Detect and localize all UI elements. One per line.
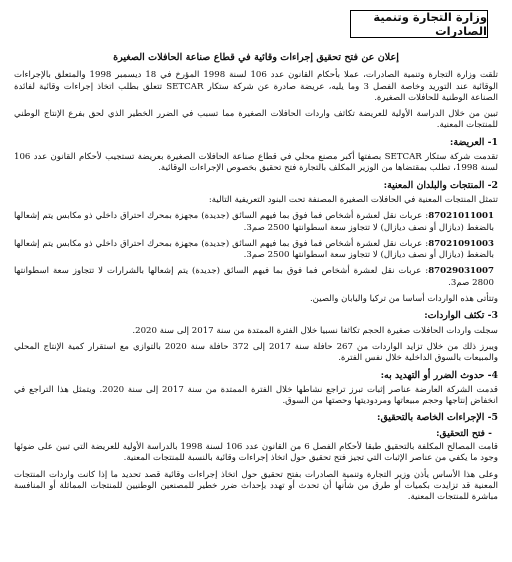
tariff-description: عربات نقل لعشرة أشخاص فما فوق بما فيهم السائق (جديدة) يتم إشعالها بالشرارات لا تتجاوز سعة اسطوانتها 2800 صم3. xyxy=(14,266,494,288)
section-4-heading: 4- حدوث الضرر أو التهديد به: xyxy=(380,369,498,381)
ministry-header-box xyxy=(350,10,488,38)
section-5-paragraph-1: قامت المصالح المكلفة بالتحقيق طبقا لأحكام الفصل 6 من القانون عدد 106 لسنة 1998 بالدراسة الأولية للعريضة التي تبين على ضوئها وجود ما يكفي من عناصر الإثبات التي تجيز فتح تحقيق حول اتخاذ إجراءات وقائية بالنسبة للمنتجات المعنية. xyxy=(14,442,499,464)
tariff-code: 87021011001 xyxy=(428,211,494,222)
section-3-paragraph-2: ويبرز ذلك من خلال تزايد الواردات من 267 حافلة سنة 2017 إلى 372 حافلة سنة 2020 بالتوازي مع استقرار كمية الإنتاج المحلي والمبيعات بالسوق الداخلية خلال نفس الفترة. xyxy=(14,341,499,364)
tariff-item: 87029031007: عربات نقل لعشرة أشخاص فما فوق بما فيهم السائق (جديدة) يتم إشعالها بالشرارات لا تتجاوز سعة اسطوانتها 2800 صم3. xyxy=(14,266,494,288)
intro-paragraph: تلقت وزارة التجارة وتنمية الصادرات، عملا بأحكام القانون عدد 106 لسنة 1998 المؤرخ في 18 ديسمبر 1998 والمتعلق بالإجراءات الوقائية عند التوريد وخاصة الفصل 3 وما يليه، عريضة صادرة عن شركة ستكار SETCAR تتعلق بطلب اتخاذ إجراءات وقائية لفائدة الصناعة الوطنية للحافلات الصغيرة. xyxy=(14,70,498,103)
ministry-name: وزارة التجارة وتنمية الصادرات xyxy=(373,10,487,38)
tariff-code: 87021091003 xyxy=(428,238,494,249)
tariff-item: 87021091003: عربات نقل لعشرة أشخاص فما فوق بما فيهم السائق (جديدة) مجهزة بمحرك احتراق داخلي ذو مكابس يتم إشعالها بالضغط (ديازال أو نصف ديازال) لا تتجاوز سعة اسطوانتها 2500 صم3. xyxy=(14,238,494,261)
section-2-heading: 2- المنتجات والبلدان المعنية: xyxy=(383,179,498,191)
section-5-subheading: - فتح التحقيق: xyxy=(436,427,492,439)
section-5-heading: 5- الإجراءات الخاصة بالتحقيق: xyxy=(377,412,498,424)
section-3-paragraph-1: سجلت واردات الحافلات صغيرة الحجم تكاثفا نسبيا خلال الفترة الممتدة من سنة 2017 إلى سنة 2020. xyxy=(132,325,498,336)
origin-countries: وتتأتى هذه الواردات أساسا من تركيا واليابان والصين. xyxy=(309,294,498,305)
section-5-paragraph-2: وعلى هذا الأساس يأذن وزير التجارة وتنمية الصادرات بفتح تحقيق حول اتخاذ إجراءات وقائية قصد تحديد ما إذا كانت واردات المنتجات المعنية قد تزايدت بكميات أو طرق من شأنها أن تحدث أو تهدد بإحداث ضرر خطير للمصنعين الوطنيين للمنتجات المماثلة أو المنافسة مباشرة للمنتجات المعنية. xyxy=(14,469,498,503)
tariff-code: 87029031007 xyxy=(428,266,494,277)
tariff-item: 87021011001: عربات نقل لعشرة أشخاص فما فوق بما فيهم السائق (جديدة) مجهزة بمحرك احتراق داخلي ذو مكابس يتم إشعالها بالضغط (ديازال أو نصف ديازال) لا تتجاوز سعة اسطوانتها 2500 صم3. xyxy=(14,211,494,233)
section-1-text: تقدمت شركة ستكار SETCAR بصفتها أكبر مصنع محلي في قطاع صناعة الحافلات الصغيرة بعريضة تستجيب لأحكام القانون عدد 106 لسنة 1998، تطلب بمقتضاها من الوزير المكلف بالتجارة فتح تحقيق بخصوص الإجراءات الوقائية. xyxy=(14,152,498,174)
section-2-lead: تتمثل المنتجات المعنية في الحافلات الصغيرة المصنفة تحت البنود التعريفية التالية: xyxy=(208,194,498,205)
section-1-heading: 1- العريضة: xyxy=(449,136,498,148)
section-3-heading: 3- تكثف الواردات: xyxy=(424,310,498,322)
announcement-document xyxy=(14,52,498,509)
section-4-text: قدمت الشركة العارضة عناصر إثبات تبرز تراجع نشاطها خلال الفترة الممتدة من سنة 2017 إلى سنة 2020. ويتمثل هذا التراجع في انخفاض إنتاجها وحجم مبيعاتها ومردوديتها وحصتها من السوق. xyxy=(14,384,499,407)
announcement-title: إعلان عن فتح تحقيق إجراءات وقائية في قطاع صناعة الحافلات الصغيرة xyxy=(113,52,399,63)
tariff-description: عربات نقل لعشرة أشخاص فما فوق بما فيهم السائق (جديدة) مجهزة بمحرك احتراق داخلي ذو مكابس يتم إشعالها بالضغط (ديازال أو نصف ديازال) لا تتجاوز سعة اسطوانتها 2500 صم3. xyxy=(14,238,494,261)
intro-paragraph-2: تبين من خلال الدراسة الأولية للعريضة تكاثف واردات الحافلات الصغيرة مما تسبب في الضرر الخطير الذي لحق بفرع الإنتاج الوطني للمنتجات المعنية. xyxy=(14,109,498,131)
tariff-description: عربات نقل لعشرة أشخاص فما فوق بما فيهم السائق (جديدة) مجهزة بمحرك احتراق داخلي ذو مكابس يتم إشعالها بالضغط (ديازال أو نصف ديازال) لا تتجاوز سعة اسطوانتها 2500 صم3. xyxy=(14,211,494,233)
